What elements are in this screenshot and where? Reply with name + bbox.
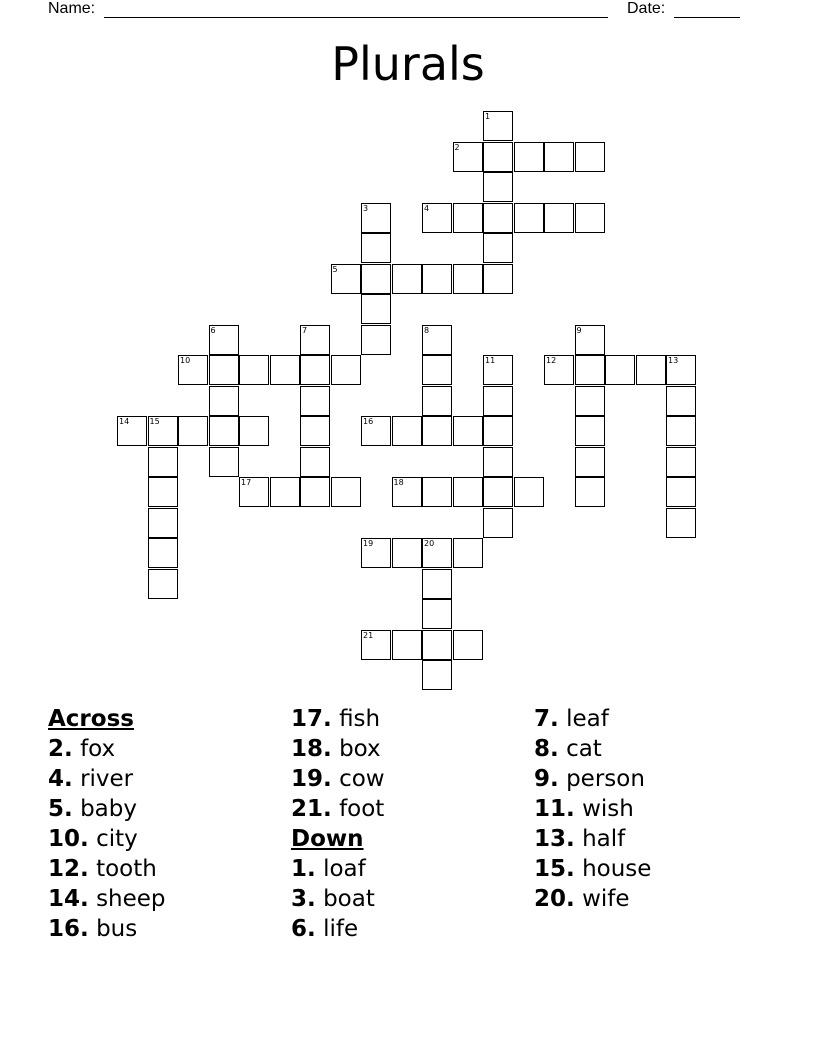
cell-number: 12: [546, 356, 557, 365]
cell-number: 4: [424, 203, 430, 213]
crossword-cell[interactable]: [239, 477, 269, 507]
clue-text: wish: [582, 796, 634, 822]
clue-text: fox: [80, 736, 116, 762]
crossword-cell[interactable]: [300, 416, 330, 446]
cell-number: 14: [119, 417, 130, 426]
crossword-cell[interactable]: [300, 325, 330, 355]
clue-text: life: [323, 916, 359, 942]
date-label: Date:: [627, 0, 666, 17]
clue-number: 2.: [48, 736, 73, 762]
crossword-cell[interactable]: [514, 203, 544, 233]
crossword-cell[interactable]: [514, 142, 544, 172]
crossword-cell[interactable]: [666, 386, 696, 416]
clue-column-1: [48, 704, 166, 944]
crossword-cell[interactable]: [117, 416, 147, 446]
crossword-cell[interactable]: [575, 447, 605, 477]
clue-number: 13.: [534, 826, 575, 852]
crossword-cell[interactable]: [422, 325, 452, 355]
crossword-cell[interactable]: [270, 355, 300, 385]
clue-text: foot: [339, 796, 385, 822]
clue-item: [291, 884, 385, 914]
clue-item: [534, 734, 651, 764]
cell-number: 13: [668, 356, 679, 365]
crossword-cell[interactable]: [270, 477, 300, 507]
clue-number: 1.: [291, 856, 316, 882]
crossword-cell[interactable]: [636, 355, 666, 385]
crossword-cell[interactable]: [148, 416, 178, 446]
clue-column-3: [534, 704, 651, 914]
clue-item: [291, 854, 385, 884]
clue-number: 19.: [291, 766, 332, 792]
crossword-cell[interactable]: [544, 142, 574, 172]
clue-text: box: [339, 736, 381, 762]
clue-number: 11.: [534, 796, 575, 822]
cell-number: 16: [363, 417, 374, 426]
crossword-cell[interactable]: [666, 355, 696, 385]
clue-text: baby: [80, 796, 137, 822]
crossword-cell[interactable]: [575, 203, 605, 233]
crossword-cell[interactable]: [666, 477, 696, 507]
crossword-cell[interactable]: [453, 416, 483, 446]
cell-number: 5: [332, 264, 338, 274]
cell-number: 6: [210, 325, 216, 335]
crossword-cell[interactable]: [483, 447, 513, 477]
clue-item: [48, 794, 166, 824]
crossword-cell[interactable]: [331, 355, 361, 385]
clue-text: tooth: [96, 856, 157, 882]
clue-text: city: [96, 826, 138, 852]
clue-item: [291, 914, 385, 944]
clue-number: 9.: [534, 766, 559, 792]
crossword-cell[interactable]: [422, 386, 452, 416]
crossword-cell[interactable]: [483, 264, 513, 294]
crossword-cell[interactable]: [239, 416, 269, 446]
crossword-cell[interactable]: [666, 508, 696, 538]
cell-number: 3: [363, 203, 369, 213]
clue-number: 4.: [48, 766, 73, 792]
cell-number: 9: [576, 325, 582, 335]
crossword-cell[interactable]: [422, 538, 452, 568]
cell-number: 18: [393, 478, 404, 487]
clue-number: 10.: [48, 826, 89, 852]
crossword-cell[interactable]: [209, 355, 239, 385]
crossword-cell[interactable]: [483, 477, 513, 507]
clue-item: [291, 734, 385, 764]
clue-item: [534, 794, 651, 824]
crossword-cell[interactable]: [483, 233, 513, 263]
crossword-cell[interactable]: [544, 203, 574, 233]
crossword-cell[interactable]: [666, 416, 696, 446]
clue-number: 14.: [48, 886, 89, 912]
cell-number: 2: [454, 142, 460, 152]
clue-text: half: [582, 826, 626, 852]
crossword-cell[interactable]: [331, 477, 361, 507]
crossword-cell[interactable]: [483, 386, 513, 416]
crossword-cell[interactable]: [575, 386, 605, 416]
cell-number: 11: [485, 356, 496, 365]
crossword-cell[interactable]: [392, 416, 422, 446]
crossword-cell[interactable]: [422, 477, 452, 507]
crossword-cell[interactable]: [514, 477, 544, 507]
clue-number: 16.: [48, 916, 89, 942]
clue-item: [48, 824, 166, 854]
crossword-cell[interactable]: [300, 477, 330, 507]
clue-number: 3.: [291, 886, 316, 912]
crossword-cell[interactable]: [422, 660, 452, 690]
clue-text: sheep: [96, 886, 166, 912]
cell-number: 19: [363, 539, 374, 548]
crossword-cell[interactable]: [453, 142, 483, 172]
crossword-cell[interactable]: [422, 599, 452, 629]
crossword-cell[interactable]: [300, 386, 330, 416]
crossword-cell[interactable]: [575, 142, 605, 172]
clue-item: [534, 764, 651, 794]
crossword-cell[interactable]: [148, 477, 178, 507]
crossword-cell[interactable]: [209, 416, 239, 446]
clue-number: 7.: [534, 706, 559, 732]
clue-text: fish: [339, 706, 381, 732]
crossword-cell[interactable]: [148, 447, 178, 477]
crossword-cell[interactable]: [300, 447, 330, 477]
name-label: Name:: [48, 0, 96, 17]
crossword-cell[interactable]: [361, 630, 391, 660]
crossword-cell[interactable]: [483, 111, 513, 141]
crossword-cell[interactable]: [483, 355, 513, 385]
cell-number: 20: [424, 539, 435, 548]
crossword-cell[interactable]: [209, 386, 239, 416]
clue-number: 17.: [291, 706, 332, 732]
clue-text: river: [80, 766, 134, 792]
clue-item: [534, 854, 651, 884]
crossword-cell[interactable]: [392, 630, 422, 660]
crossword-cell[interactable]: [361, 203, 391, 233]
crossword-cell[interactable]: [483, 172, 513, 202]
page-title: Plurals: [331, 37, 485, 91]
clue-item: [48, 914, 166, 944]
crossword-cell[interactable]: [178, 416, 208, 446]
clue-heading: Across: [48, 706, 134, 732]
crossword-cell[interactable]: [392, 264, 422, 294]
cell-number: 1: [485, 112, 491, 121]
clue-number: 12.: [48, 856, 89, 882]
clue-text: wife: [582, 886, 630, 912]
crossword-cell[interactable]: [148, 508, 178, 538]
crossword-cell[interactable]: [361, 264, 391, 294]
clue-text: person: [566, 766, 645, 792]
crossword-cell[interactable]: [331, 264, 361, 294]
clue-text: boat: [323, 886, 375, 912]
crossword-cell[interactable]: [422, 264, 452, 294]
crossword-cell[interactable]: [148, 538, 178, 568]
crossword-cell[interactable]: [361, 416, 391, 446]
clue-item: [534, 824, 651, 854]
crossword-cell[interactable]: [575, 416, 605, 446]
crossword-cell[interactable]: [544, 355, 574, 385]
clue-number: 18.: [291, 736, 332, 762]
clue-text: leaf: [566, 706, 609, 732]
crossword-cell[interactable]: [209, 325, 239, 355]
cell-number: 8: [424, 325, 430, 335]
clue-number: 5.: [48, 796, 73, 822]
crossword-cell[interactable]: [422, 630, 452, 660]
crossword-cell[interactable]: [422, 355, 452, 385]
clue-number: 8.: [534, 736, 559, 762]
clue-item: [291, 704, 385, 734]
crossword-cell[interactable]: [575, 477, 605, 507]
crossword-cell[interactable]: [453, 203, 483, 233]
clue-item: [534, 884, 651, 914]
cell-number: 7: [302, 325, 308, 335]
crossword-cell[interactable]: [453, 477, 483, 507]
crossword-cell[interactable]: [361, 325, 391, 355]
clue-text: bus: [96, 916, 138, 942]
crossword-cell[interactable]: [361, 538, 391, 568]
crossword-cell[interactable]: [178, 355, 208, 385]
clue-text: cat: [566, 736, 602, 762]
clue-number: 6.: [291, 916, 316, 942]
clue-item: [48, 734, 166, 764]
clue-text: cow: [339, 766, 385, 792]
clue-text: house: [582, 856, 652, 882]
crossword-cell[interactable]: [422, 203, 452, 233]
clue-item: [534, 704, 651, 734]
clue-item: [291, 764, 385, 794]
crossword-cell[interactable]: [209, 447, 239, 477]
crossword-cell[interactable]: [483, 203, 513, 233]
crossword-cell[interactable]: [300, 355, 330, 385]
crossword-cell[interactable]: [239, 355, 269, 385]
clue-item: [48, 854, 166, 884]
crossword-cell[interactable]: [392, 477, 422, 507]
clue-item: [48, 764, 166, 794]
crossword-cell[interactable]: [605, 355, 635, 385]
crossword-cell[interactable]: [575, 355, 605, 385]
crossword-cell[interactable]: [483, 416, 513, 446]
crossword-cell[interactable]: [361, 233, 391, 263]
crossword-cell[interactable]: [148, 569, 178, 599]
clue-heading: Down: [291, 826, 364, 852]
clue-item: [48, 884, 166, 914]
crossword-cell[interactable]: [392, 538, 422, 568]
crossword-cell[interactable]: [422, 416, 452, 446]
crossword-cell[interactable]: [361, 294, 391, 324]
crossword-cell[interactable]: [453, 630, 483, 660]
clue-column-2: [291, 704, 385, 944]
clue-text: loaf: [323, 856, 366, 882]
cell-number: 21: [363, 630, 374, 640]
crossword-cell[interactable]: [483, 142, 513, 172]
clue-item: [291, 794, 385, 824]
cell-number: 15: [149, 417, 160, 426]
cell-number: 17: [241, 478, 252, 487]
crossword-cell[interactable]: [666, 447, 696, 477]
crossword-cell[interactable]: [453, 264, 483, 294]
clue-number: 20.: [534, 886, 575, 912]
clue-number: 15.: [534, 856, 575, 882]
crossword-cell[interactable]: [453, 538, 483, 568]
crossword-cell[interactable]: [575, 325, 605, 355]
clue-number: 21.: [291, 796, 332, 822]
crossword-cell[interactable]: [483, 508, 513, 538]
cell-number: 10: [180, 356, 191, 365]
crossword-cell[interactable]: [422, 569, 452, 599]
